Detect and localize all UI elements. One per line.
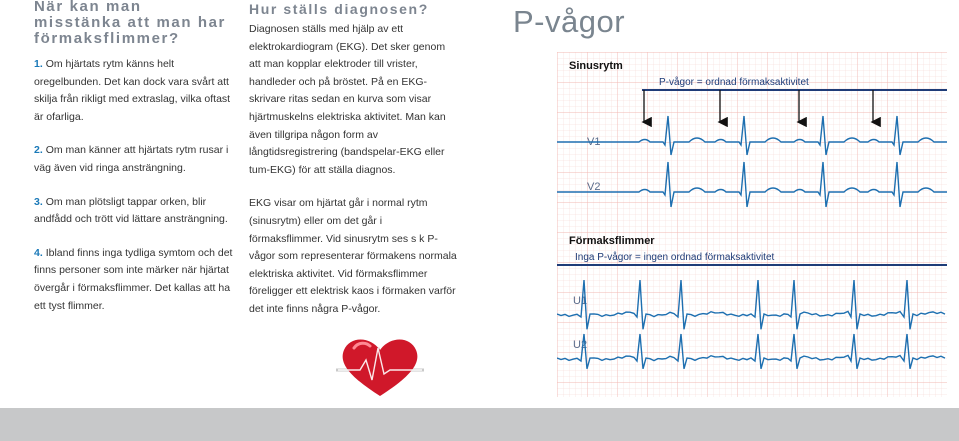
left-column (34, 0, 234, 315)
lead-u1-label: U1 (573, 295, 588, 307)
ekg-figure (557, 52, 947, 397)
lead-v2-label: V2 (587, 181, 601, 193)
symptom-item-4 (34, 245, 234, 315)
sinus-label: Sinusrytm (569, 60, 623, 72)
ekg-grid (557, 52, 947, 397)
ekg-paragraph: EKG visar om hjärtat går i normal rytm (sinusrytm) eller om det går i förmaksflimmer. Vid sinusrytm ses s k P-vågor som representerar förmakens normala elektriska aktivitet. Vid förmaksflimmer föreligger ett elektrisk kaos i förmaken varför det inte finns några P-vågor. (249, 197, 457, 315)
item-text: Om hjärtats rytm känns helt oregelbunden. Det kan dock vara svårt att skilja från rikligt med extraslag, vilka oftast är ofarliga. (34, 58, 231, 123)
item-text: Om man känner att hjärtats rytm rusar i väg även vid ringa ansträngning. (34, 144, 229, 174)
middle-heading: Hur ställs diagnosen? (249, 1, 429, 17)
diagnosis-paragraph: Diagnosen ställs med hjälp av ett elektrokardiogram (EKG). Det sker genom att man kopplar elektroder till vrister, handleder och på bröstet. På en EKG-skrivare ritas sedan en kurva som visar hjärtmuskelns elektriska aktivitet. Man kan även tillgripa någon form av långtidsregistrering (bandspelar-EKG eller tum-EKG) för att ställa diagnos. (249, 23, 446, 176)
item-number: 1. (34, 58, 43, 70)
af-label: Förmaksflimmer (569, 235, 655, 247)
lead-u2-label: U2 (573, 339, 588, 351)
item-text: Ibland finns inga tydliga symtom och det finns personer som inte märker när hjärtat övergår i förmaksflimmer. Det kallas att ha ett tyst flimmer. (34, 246, 233, 312)
item-text: Om man plötsligt tappar orken, blir andfådd och trött vid lättare ansträngning. (34, 195, 228, 226)
item-number: 4. (34, 246, 43, 259)
item-number: 2. (34, 144, 43, 157)
item-number: 3. (34, 195, 43, 208)
figure-title: P-vågor (513, 4, 626, 39)
heart-ekg-icon (330, 330, 430, 400)
sinus-note: P-vågor = ordnad förmaksaktivitet (659, 77, 809, 88)
left-heading: När kan man misstänka att man har förmaksflimmer? (34, 0, 226, 47)
middle-column (249, 0, 459, 319)
footer-bar (0, 408, 959, 441)
symptom-item-3 (34, 194, 234, 229)
af-note: Inga P-vågor = ingen ordnad förmaksaktivitet (575, 252, 775, 263)
symptom-item-1 (34, 56, 234, 126)
lead-v1-label: V1 (587, 136, 601, 148)
symptom-item-2 (34, 142, 234, 177)
